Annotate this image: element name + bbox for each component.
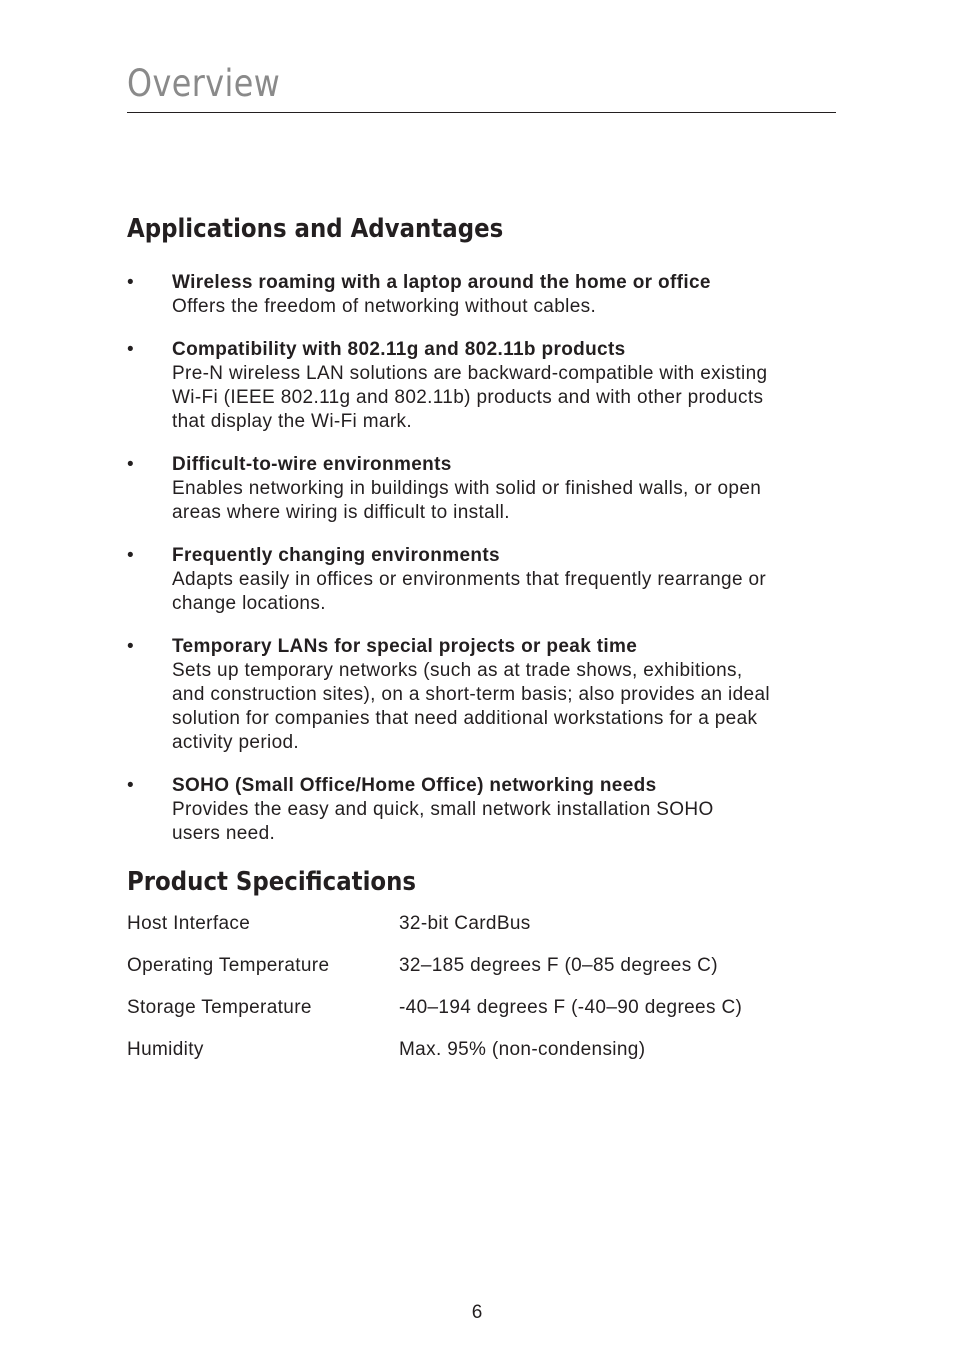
list-item [127, 544, 887, 616]
bullet-description-line: areas where wiring is difficult to install. [172, 502, 510, 523]
spec-label: Humidity [127, 1039, 204, 1060]
list-item [127, 774, 887, 846]
bullet-description-line: activity period. [172, 732, 300, 753]
list-item [127, 453, 887, 525]
list-item [127, 338, 887, 434]
bullet-description-line: Provides the easy and quick, small network installation SOHO [172, 799, 714, 820]
bullet-description-line: Offers the freedom of networking without cables. [172, 296, 597, 317]
bullet-title: SOHO (Small Office/Home Office) networking needs [172, 775, 657, 796]
spec-label: Host Interface [127, 913, 251, 934]
bullet-description-line: Sets up temporary networks (such as at trade shows, exhibitions, [172, 660, 743, 681]
bullet-description-line: Adapts easily in offices or environments that frequently rearrange or [172, 569, 767, 590]
bullet-title: Compatibility with 802.11g and 802.11b products [172, 339, 626, 360]
bullet-description-line: Pre-N wireless LAN solutions are backward-compatible with existing [172, 363, 768, 384]
title-divider [127, 112, 836, 113]
spec-label: Operating Temperature [127, 955, 330, 976]
bullet-icon: • [127, 636, 135, 657]
bullet-description-line: that display the Wi-Fi mark. [172, 411, 412, 432]
bullet-description-line: Enables networking in buildings with solid or finished walls, or open [172, 478, 762, 499]
applications-heading: Applications and Advantages [127, 214, 504, 244]
specifications-table [127, 913, 742, 1081]
page-title: Overview [127, 62, 281, 105]
bullet-title: Wireless roaming with a laptop around the home or office [172, 272, 711, 293]
specifications-heading: Product Specifications [127, 867, 417, 897]
page-number: 6 [471, 1302, 483, 1323]
bullet-description-line: Wi-Fi (IEEE 802.11g and 802.11b) products and with other products [172, 387, 764, 408]
list-item [127, 635, 887, 755]
table-row [127, 955, 742, 997]
bullet-description-line: and construction sites), on a short-term basis; also provides an ideal [172, 684, 770, 705]
spec-value: Max. 95% (non-condensing) [399, 1039, 646, 1060]
list-item [127, 271, 887, 319]
bullet-icon: • [127, 339, 135, 360]
table-row [127, 913, 742, 955]
spec-value: -40–194 degrees F (-40–90 degrees C) [399, 997, 743, 1018]
table-row [127, 997, 742, 1039]
bullet-description-line: change locations. [172, 593, 326, 614]
bullet-title: Temporary LANs for special projects or peak time [172, 636, 638, 657]
spec-label: Storage Temperature [127, 997, 312, 1018]
spec-value: 32-bit CardBus [399, 913, 531, 934]
bullet-description-line: users need. [172, 823, 276, 844]
bullet-title: Difficult-to-wire environments [172, 454, 452, 475]
table-row [127, 1039, 742, 1081]
bullet-icon: • [127, 775, 135, 796]
applications-list [127, 271, 887, 865]
bullet-icon: • [127, 454, 135, 475]
spec-value: 32–185 degrees F (0–85 degrees C) [399, 955, 718, 976]
bullet-title: Frequently changing environments [172, 545, 500, 566]
bullet-icon: • [127, 545, 135, 566]
bullet-description-line: solution for companies that need additional workstations for a peak [172, 708, 758, 729]
bullet-icon: • [127, 272, 135, 293]
